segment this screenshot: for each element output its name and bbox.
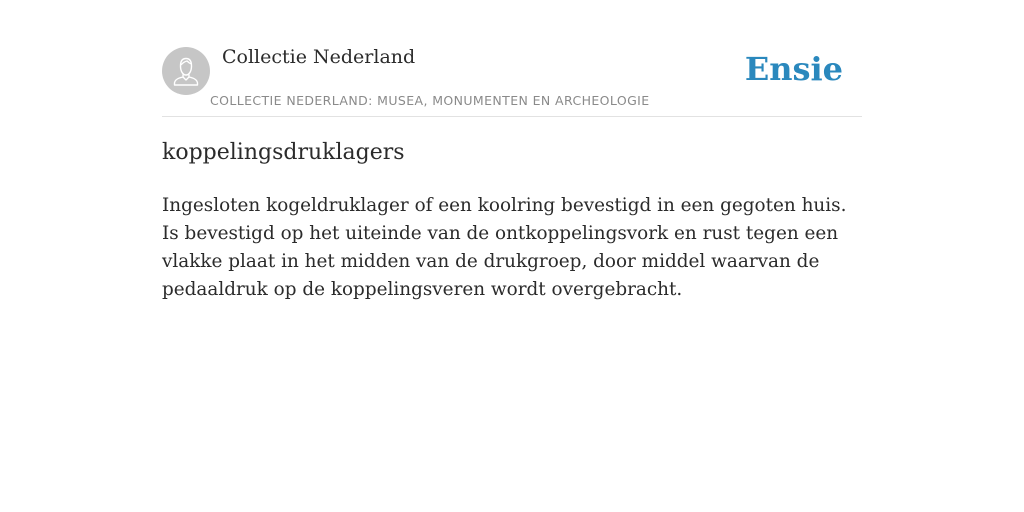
entry-definition: Ingesloten kogeldruklager of een koolring bevestigd in een gegoten huis. Is bevestigd op het uiteinde van de ontkoppelingsvork en rust tegen een vlakke plaat in het midden van de drukgroep, door middel waarvan de pedaaldruk op de koppelingsveren wordt overgebracht. bbox=[162, 195, 847, 300]
entry-header bbox=[162, 0, 862, 117]
ensie-logo[interactable]: Ensie bbox=[744, 50, 843, 88]
author-name[interactable]: Collectie Nederland bbox=[222, 46, 416, 68]
user-icon[interactable] bbox=[162, 47, 210, 95]
entry-card bbox=[162, 0, 862, 300]
source-label[interactable]: COLLECTIE NEDERLAND: MUSEA, MONUMENTEN EN ARCHEOLOGIE bbox=[210, 93, 650, 108]
entry-term: koppelingsdruklagers bbox=[162, 140, 405, 165]
